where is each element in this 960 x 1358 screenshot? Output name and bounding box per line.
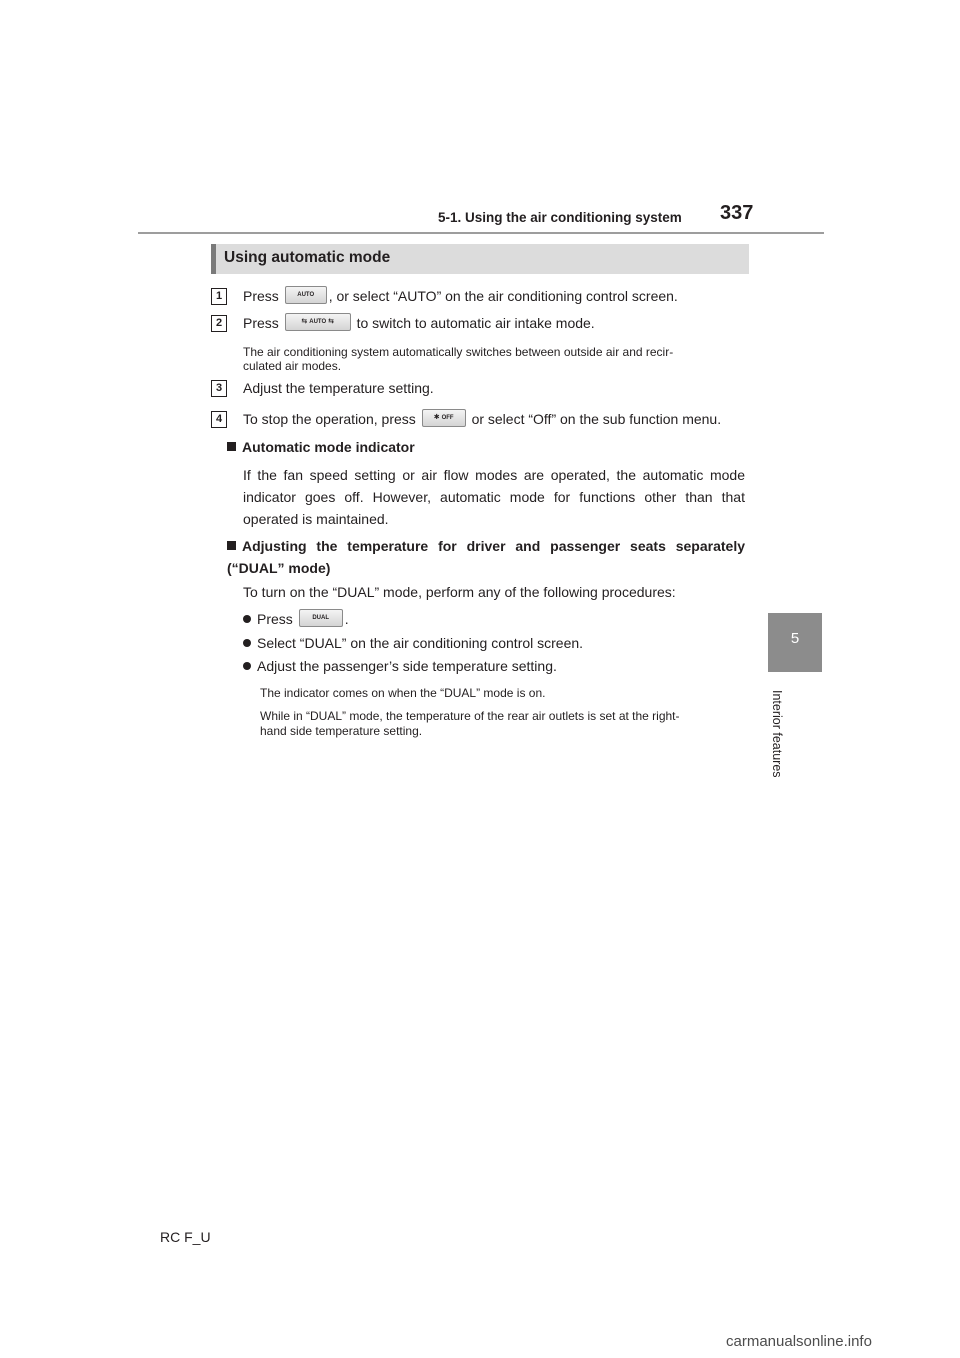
step-3-text: Adjust the temperature setting. [243, 380, 434, 396]
auto-air-intake-button-icon: ⇆ AUTO ⇆ [285, 313, 351, 331]
chapter-title [768, 690, 788, 790]
step-number: 3 [211, 380, 227, 397]
round-bullet-icon [243, 662, 251, 670]
square-bullet-icon [227, 442, 236, 451]
watermark: carmanualsonline.info [726, 1333, 872, 1350]
dual-bullet-3-text: Adjust the passenger’s side temperature setting. [257, 658, 557, 674]
dual-button-icon: DUAL [299, 609, 343, 627]
fan-off-button-label: OFF [441, 415, 454, 422]
header-rule [138, 232, 824, 234]
round-bullet-icon [243, 615, 251, 623]
dual-bullet-2-text: Select “DUAL” on the air conditioning control screen. [257, 635, 584, 651]
step-2-text-before: Press [243, 315, 279, 331]
auto-button-icon: AUTO [285, 286, 327, 304]
dual-mode-intro: To turn on the “DUAL” mode, perform any of the following procedures: [243, 584, 676, 600]
step-number: 4 [211, 411, 227, 428]
step-4-text-before: To stop the operation, press [243, 411, 416, 427]
auto-indicator-heading [227, 438, 415, 457]
square-bullet-icon [227, 541, 236, 550]
step-1-text-after: , or select “AUTO” on the air conditioning control screen. [328, 288, 678, 304]
step-number: 2 [211, 315, 227, 332]
running-header: 5-1. Using the air conditioning system [438, 210, 682, 225]
auto-air-intake-button-label: AUTO [309, 319, 327, 326]
page-number: 337 [720, 202, 754, 224]
auto-indicator-paragraph: If the fan speed setting or air flow modes are operated, the automatic mode indicator goes off. However, automatic mode for functions other than that operated is maintained. [243, 467, 745, 527]
section-accent [211, 244, 216, 274]
chapter-number: 5 [790, 630, 800, 647]
step-2-text [243, 314, 595, 333]
step-4-text [243, 410, 721, 429]
step-number: 1 [211, 288, 227, 305]
step-2-text-after: to switch to automatic air intake mode. [356, 315, 595, 331]
fan-off-button-icon: ✱ OFF [422, 409, 466, 427]
dual-bullet-1-period: . [344, 611, 349, 627]
step-2-note-line-1: The air conditioning system automatically switches between outside air and recir- [243, 345, 674, 359]
section-title: Using automatic mode [224, 249, 391, 266]
dual-note-1: The indicator comes on when the “DUAL” mode is on. [260, 686, 546, 700]
round-bullet-icon [243, 639, 251, 647]
step-1-text [243, 287, 678, 306]
step-2-note-line-2: culated air modes. [243, 359, 342, 373]
dual-bullet-3 [243, 657, 557, 676]
step-1-text-before: Press [243, 288, 279, 304]
dual-bullet-1-text: Press [257, 611, 293, 627]
dual-note-2-line-2: hand side temperature setting. [260, 724, 423, 738]
auto-indicator-heading-text: Automatic mode indicator [242, 439, 415, 455]
chapter-title-text: Interior features [770, 690, 784, 778]
dual-mode-heading-text: Adjusting the temperature for driver and passenger seats separately (“DUAL” mode) [227, 538, 745, 576]
section-heading [211, 244, 749, 274]
step-4-text-after: or select “Off” on the sub function menu. [471, 411, 722, 427]
dual-bullet-2 [243, 634, 583, 653]
dual-mode-heading [227, 535, 745, 579]
model-code: RC F_U [160, 1229, 211, 1245]
dual-bullet-1 [243, 610, 349, 629]
dual-note-2-line-1: While in “DUAL” mode, the temperature of the rear air outlets is set at the right- [260, 709, 680, 723]
